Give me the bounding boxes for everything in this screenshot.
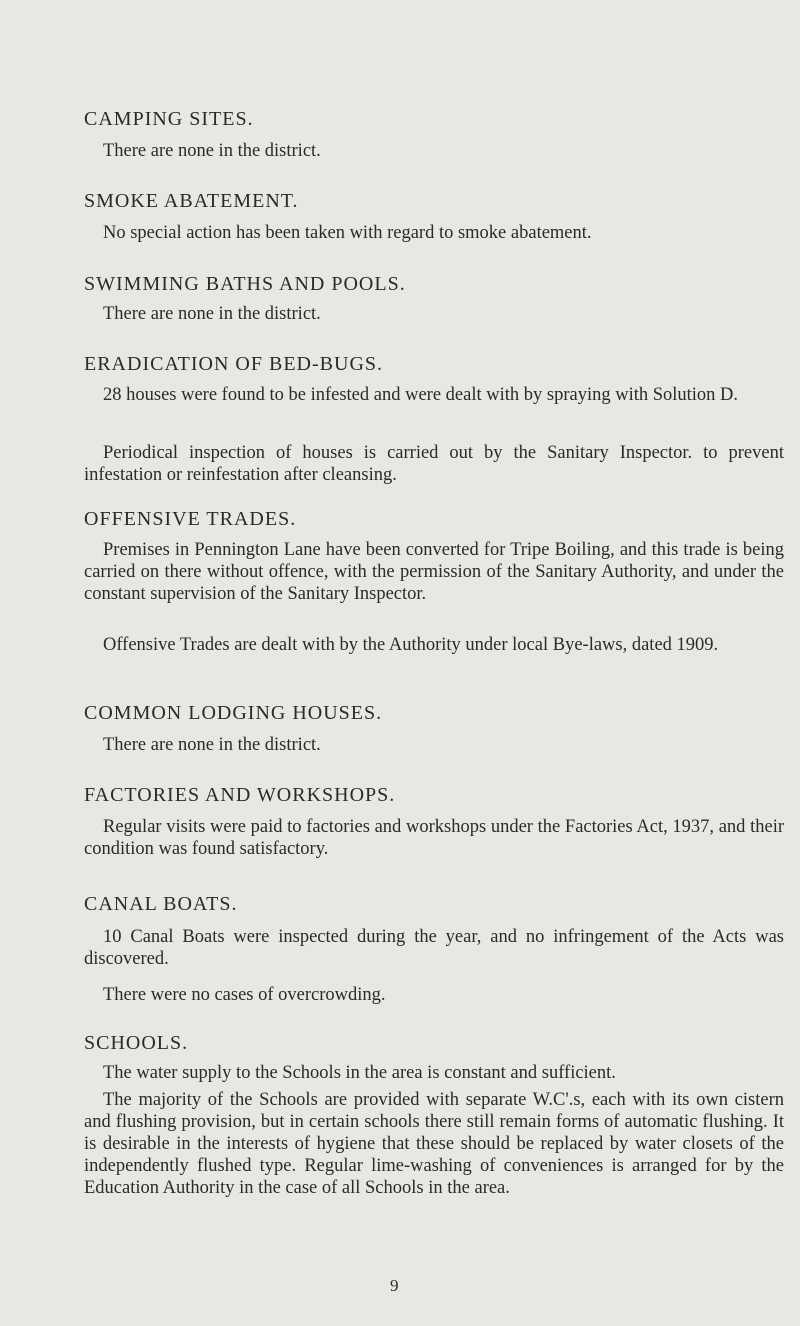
- heading-factories-workshops: FACTORIES AND WORKSHOPS.: [84, 784, 396, 806]
- para-camping-sites: There are none in the district.: [103, 141, 321, 161]
- heading-swimming-baths: SWIMMING BATHS AND POOLS.: [84, 273, 406, 295]
- heading-canal-boats: CANAL BOATS.: [84, 893, 238, 915]
- heading-common-lodging-houses: COMMON LODGING HOUSES.: [84, 702, 383, 724]
- para-bed-bugs-1: 28 houses were found to be infested and were dealt with by spraying with Solution D.: [103, 385, 739, 405]
- para-offensive-trades-2: Offensive Trades are dealt with by the Authority under local Bye-laws, dated 1909.: [103, 635, 719, 655]
- para-swimming-baths: There are none in the district.: [103, 304, 321, 324]
- heading-camping-sites: CAMPING SITES.: [84, 108, 254, 130]
- page-number: 9: [390, 1276, 399, 1295]
- para-canal-boats-2: There were no cases of overcrowding.: [103, 985, 386, 1005]
- para-common-lodging-houses: There are none in the district.: [103, 735, 321, 755]
- para-smoke-abatement: No special action has been taken with regard to smoke abatement.: [103, 223, 592, 243]
- para-schools-2: The majority of the Schools are provided with separate W.C'.s, each with its own cistern and flushing provision, but in certain schools there still remain forms of automatic flushing. It is desirable in the interests of hygiene that these should be replaced by water closets of the independently flushed type. Regular lime-washing of conveniences is arranged for by the Education Authority in the case of all Schools in the area.: [84, 1090, 784, 1198]
- heading-smoke-abatement: SMOKE ABATEMENT.: [84, 190, 299, 212]
- heading-schools: SCHOOLS.: [84, 1032, 189, 1054]
- para-canal-boats-1: 10 Canal Boats were inspected during the year, and no infringement of the Acts was discovered.: [84, 927, 784, 969]
- para-offensive-trades-1: Premises in Pennington Lane have been converted for Tripe Boiling, and this trade is being carried on there without offence, with the permission of the Sanitary Authority, and under the constant supervision of the Sanitary Inspector.: [84, 540, 784, 604]
- heading-bed-bugs: ERADICATION OF BED-BUGS.: [84, 353, 384, 375]
- para-bed-bugs-2: Periodical inspection of houses is carried out by the Sanitary Inspector. to prevent infestation or reinfestation after cleansing.: [84, 443, 784, 485]
- para-factories-workshops: Regular visits were paid to factories and workshops under the Factories Act, 1937, and their condition was found satisfactory.: [84, 817, 784, 859]
- heading-offensive-trades: OFFENSIVE TRADES.: [84, 508, 297, 530]
- para-schools-1: The water supply to the Schools in the area is constant and sufficient.: [103, 1063, 616, 1083]
